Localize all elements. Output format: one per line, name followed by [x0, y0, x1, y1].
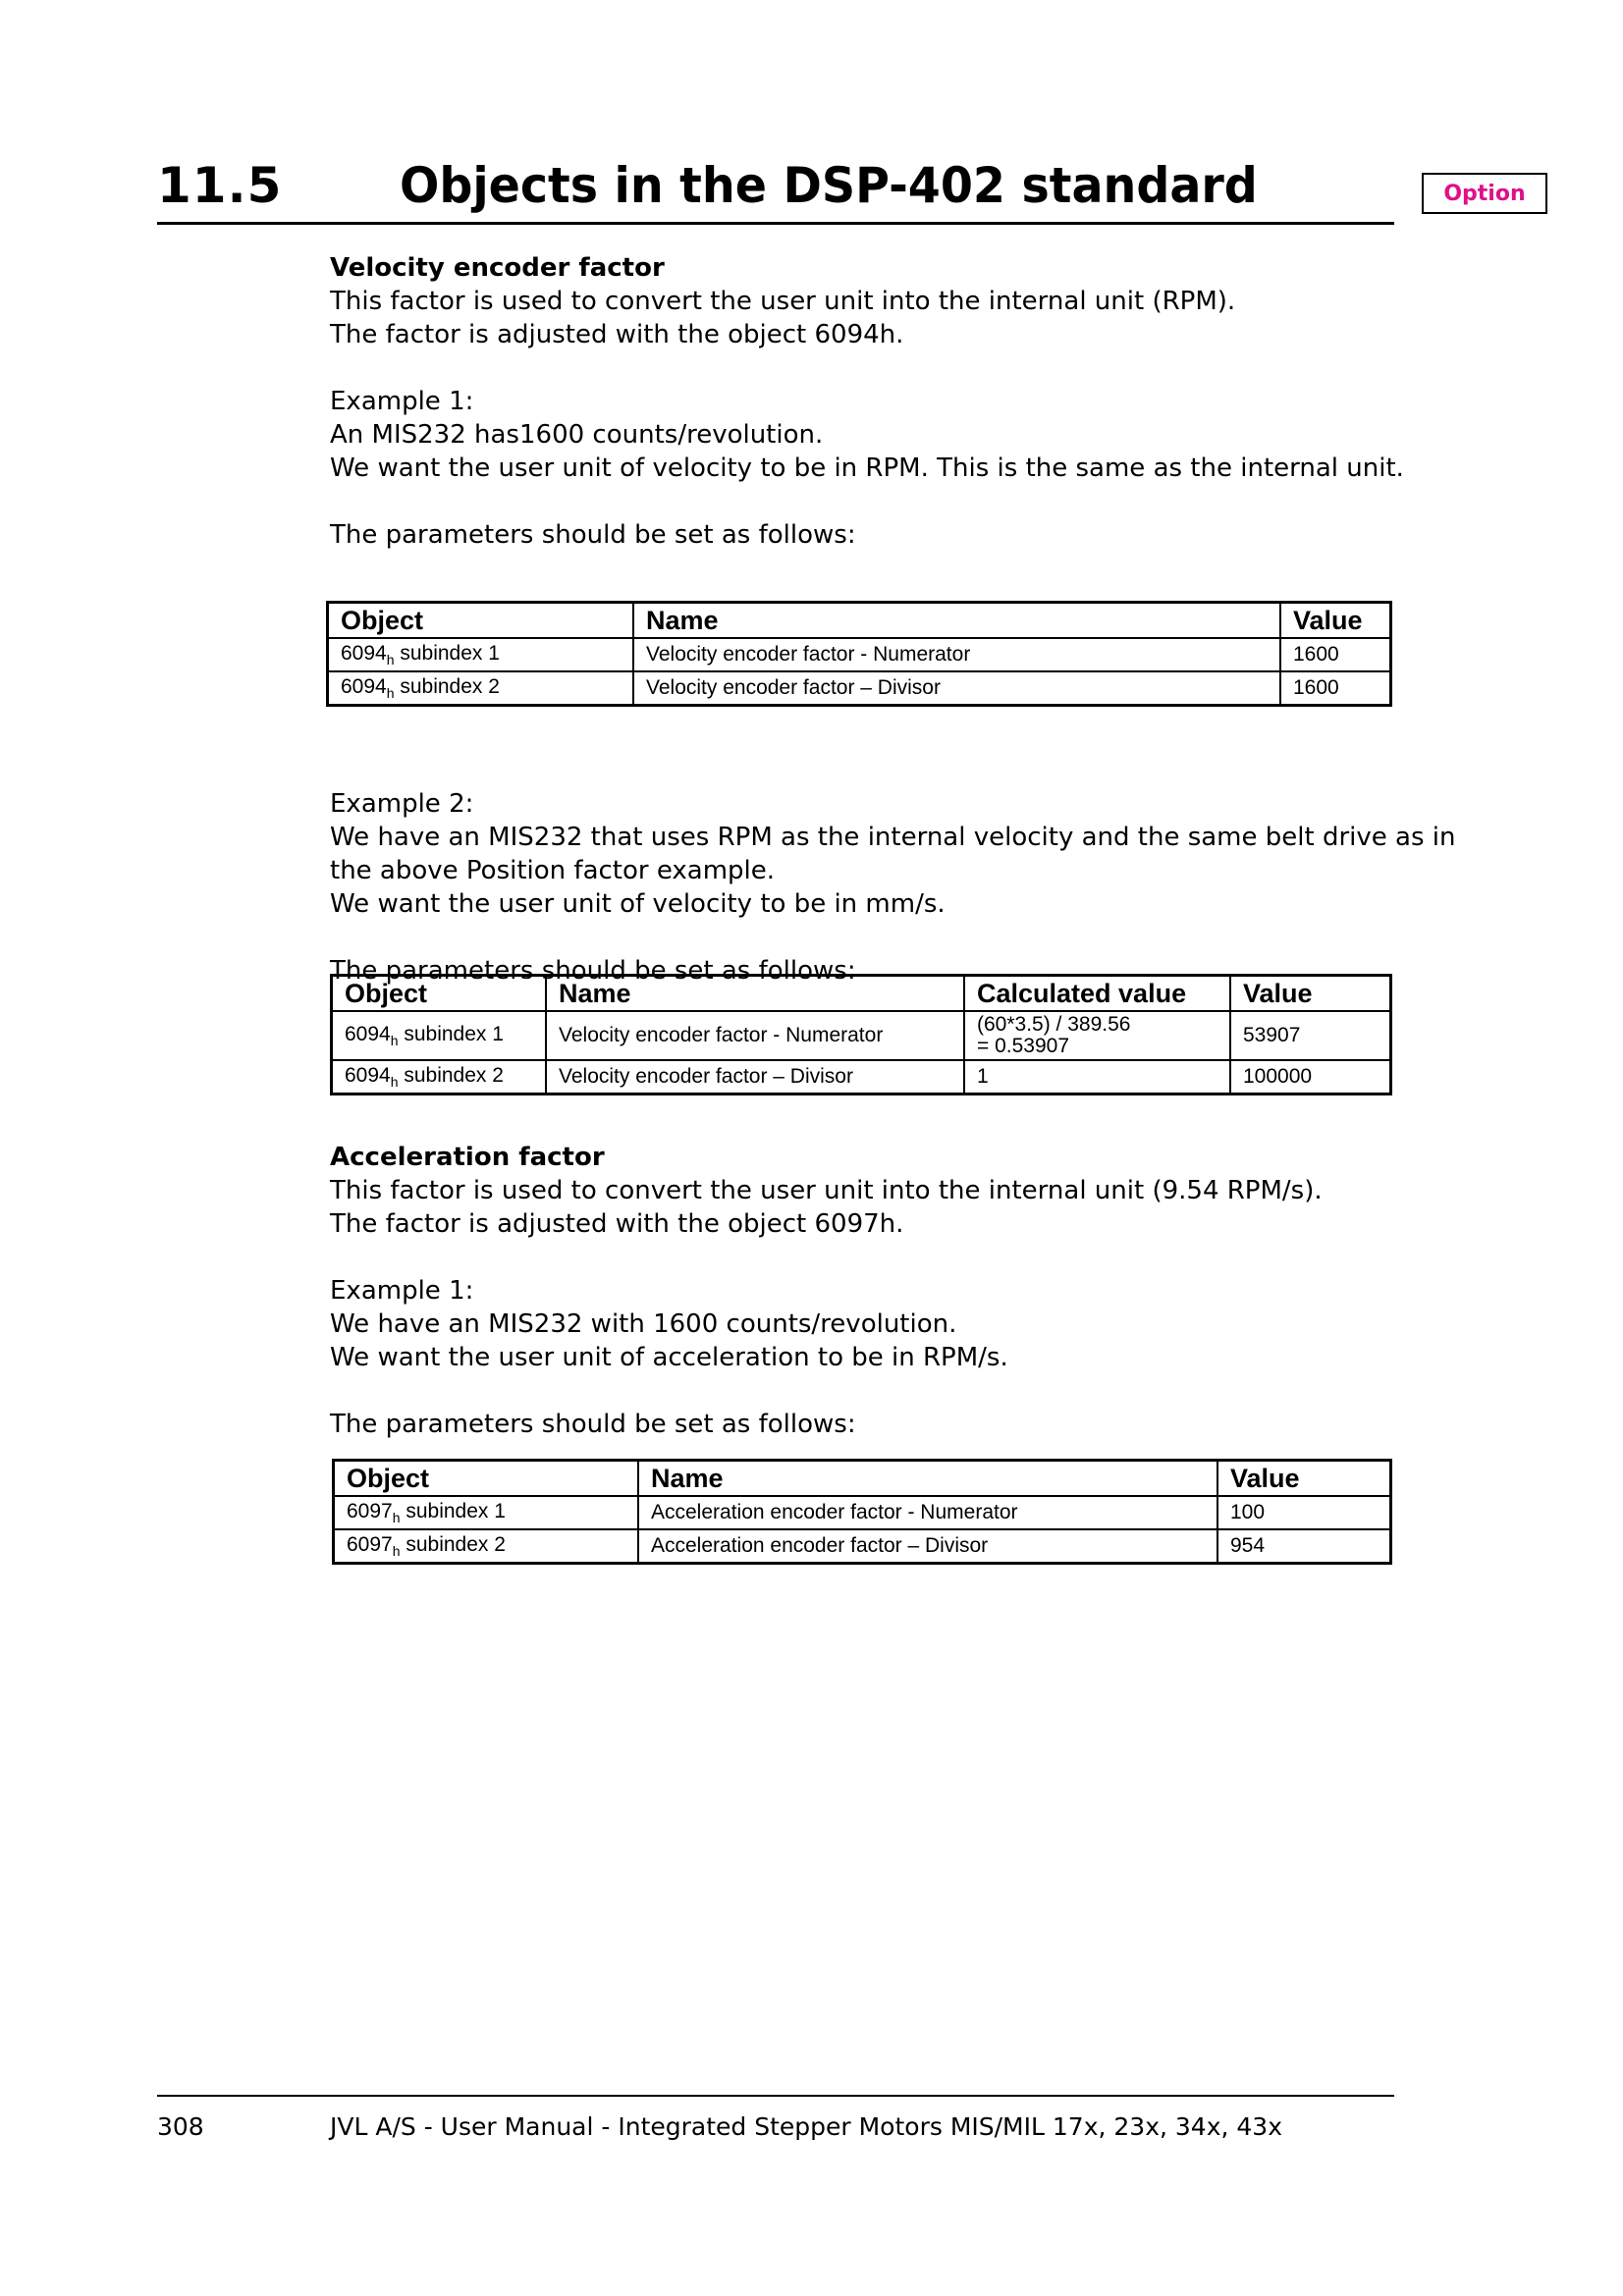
table-header-row	[332, 976, 1391, 1012]
cell-name: Velocity encoder factor - Numerator	[546, 1011, 964, 1060]
section-title: Objects in the DSP-402 standard	[400, 157, 1258, 214]
acceleration-example1-label: Example 1:	[330, 1276, 474, 1306]
cell-value: 1600	[1280, 638, 1391, 671]
acceleration-table	[332, 1459, 1392, 1565]
velocity-example1-line2: We want the user unit of velocity to be in RPM. This is the same as the internal unit.	[330, 454, 1404, 483]
table-row	[334, 1496, 1391, 1529]
section-heading	[157, 157, 1526, 222]
acceleration-desc-2: The factor is adjusted with the object 6097h.	[330, 1209, 904, 1239]
table-header-row	[334, 1461, 1391, 1497]
cell-object: $6094_h$ subindex 1	[328, 638, 634, 671]
cell-name: Velocity encoder factor – Divisor	[633, 671, 1280, 706]
cell-value: 954	[1217, 1529, 1391, 1564]
table-row	[334, 1529, 1391, 1564]
cell-calculated: 1	[964, 1060, 1230, 1095]
cell-value: 53907	[1230, 1011, 1391, 1060]
velocity-title: Velocity encoder factor	[330, 253, 665, 283]
cell-name: Acceleration encoder factor - Numerator	[638, 1496, 1217, 1529]
cell-object: $6094_h$ subindex 2	[328, 671, 634, 706]
acceleration-section	[330, 1141, 1410, 1441]
velocity-example1-params: The parameters should be set as follows:	[330, 520, 856, 550]
heading-rule	[157, 222, 1394, 225]
velocity-desc-1: This factor is used to convert the user unit into the internal unit (RPM).	[330, 287, 1236, 316]
footer-rule	[157, 2095, 1394, 2097]
cell-value: 100	[1217, 1496, 1391, 1529]
section-number: 11.5	[157, 157, 283, 214]
col-object: Object	[334, 1461, 639, 1497]
cell-value: 100000	[1230, 1060, 1391, 1095]
table-row	[332, 1060, 1391, 1095]
cell-calculated: (60*3.5) / 389.56 = 0.53907	[964, 1011, 1230, 1060]
col-value: Value	[1280, 603, 1391, 639]
velocity-example2-line1: We have an MIS232 that uses RPM as the internal velocity and the same belt drive as in	[330, 823, 1456, 852]
col-name: Name	[546, 976, 964, 1012]
cell-object: $6097_h$ subindex 1	[334, 1496, 639, 1529]
cell-name: Velocity encoder factor - Numerator	[633, 638, 1280, 671]
col-calculated: Calculated value	[964, 976, 1230, 1012]
velocity-example2-label: Example 2:	[330, 789, 474, 819]
acceleration-example1-line2: We want the user unit of acceleration to be in RPM/s.	[330, 1343, 1008, 1372]
cell-name: Velocity encoder factor – Divisor	[546, 1060, 964, 1095]
velocity-example1-label: Example 1:	[330, 387, 474, 416]
acceleration-title: Acceleration factor	[330, 1143, 605, 1172]
velocity-example2-line2: the above Position factor example.	[330, 856, 776, 885]
col-name: Name	[633, 603, 1280, 639]
cell-name: Acceleration encoder factor – Divisor	[638, 1529, 1217, 1564]
velocity-example1-line1: An MIS232 has1600 counts/revolution.	[330, 420, 824, 450]
col-name: Name	[638, 1461, 1217, 1497]
col-value: Value	[1230, 976, 1391, 1012]
table-header-row	[328, 603, 1391, 639]
velocity-table-1	[326, 601, 1392, 707]
table-row	[328, 638, 1391, 671]
velocity-example2-params: The parameters should be set as follows:	[330, 956, 856, 986]
cell-object: $6094_h$ subindex 1	[332, 1011, 547, 1060]
cell-value: 1600	[1280, 671, 1391, 706]
velocity-section	[330, 251, 1410, 552]
cell-object: $6094_h$ subindex 2	[332, 1060, 547, 1095]
col-object: Object	[328, 603, 634, 639]
acceleration-example1-params: The parameters should be set as follows:	[330, 1410, 856, 1439]
velocity-desc-2: The factor is adjusted with the object 6094h.	[330, 320, 904, 349]
velocity-table-2	[330, 974, 1392, 1095]
table-row	[332, 1011, 1391, 1060]
col-object: Object	[332, 976, 547, 1012]
col-value: Value	[1217, 1461, 1391, 1497]
velocity-example2	[330, 787, 1456, 988]
footer-text: JVL A/S - User Manual - Integrated Stepper Motors MIS/MIL 17x, 23x, 34x, 43x	[330, 2112, 1282, 2141]
acceleration-desc-1: This factor is used to convert the user unit into the internal unit (9.54 RPM/s).	[330, 1176, 1323, 1205]
cell-object: $6097_h$ subindex 2	[334, 1529, 639, 1564]
acceleration-example1-line1: We have an MIS232 with 1600 counts/revolution.	[330, 1309, 957, 1339]
table-row	[328, 671, 1391, 706]
velocity-example2-line3: We want the user unit of velocity to be in mm/s.	[330, 889, 946, 919]
option-badge: Option	[1422, 173, 1547, 214]
page-number: 308	[157, 2112, 204, 2141]
